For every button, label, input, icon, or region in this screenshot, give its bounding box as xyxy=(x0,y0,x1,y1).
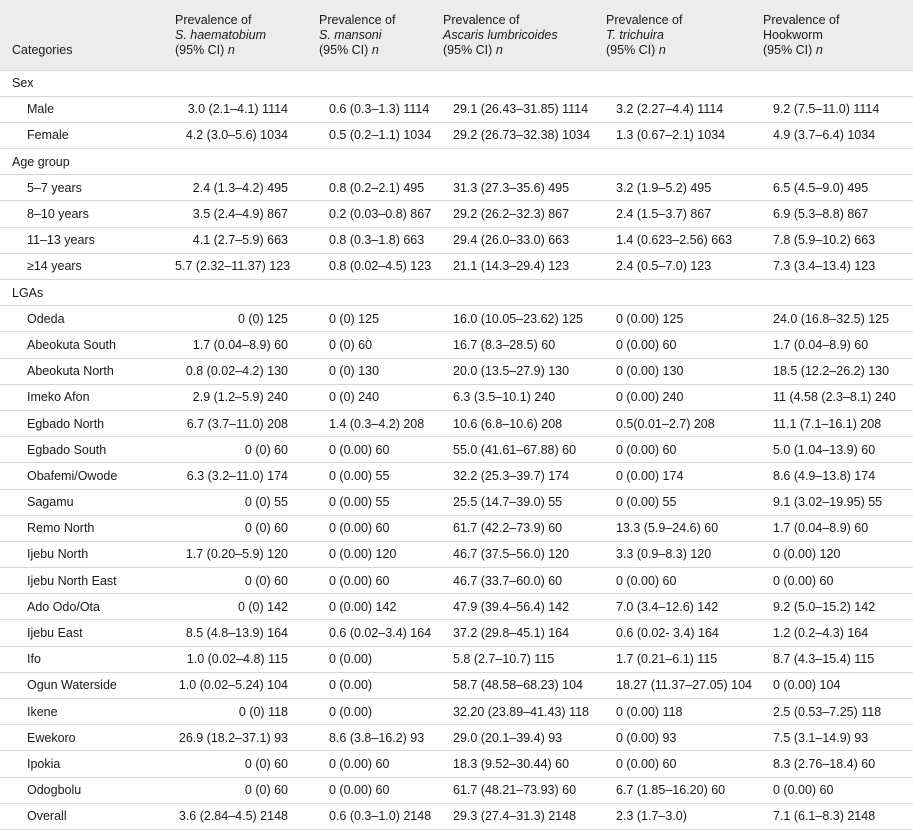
header-s-mansoni xyxy=(315,0,439,70)
s-haematobium-cell: 1.0 (0.02–4.8) 115 xyxy=(171,646,315,672)
header-ci: (95% CI) xyxy=(763,42,813,57)
s-mansoni-cell: 0 (0) 125 xyxy=(315,306,439,332)
ascaris-cell: 20.0 (13.5–27.9) 130 xyxy=(439,358,602,384)
ascaris-cell: 10.6 (6.8–10.6) 208 xyxy=(439,410,602,436)
header-species: T. trichuira xyxy=(606,27,664,42)
row-label: Ijebu East xyxy=(0,620,171,646)
hookworm-cell: 9.2 (7.5–11.0) 1114 xyxy=(759,96,913,122)
ascaris-cell: 55.0 (41.61–67.88) 60 xyxy=(439,437,602,463)
t-trichuira-cell: 1.4 (0.623–2.56) 663 xyxy=(602,227,759,253)
table-row xyxy=(0,410,913,436)
row-label: Ikene xyxy=(0,699,171,725)
header-row xyxy=(0,0,913,70)
row-label: ≥14 years xyxy=(0,253,171,279)
t-trichuira-cell: 0 (0.00) 55 xyxy=(602,489,759,515)
table-row xyxy=(0,332,913,358)
row-label: Ewekoro xyxy=(0,725,171,751)
header-ci: (95% CI) xyxy=(606,42,656,57)
table-row xyxy=(0,620,913,646)
table-row xyxy=(0,358,913,384)
s-haematobium-cell: 5.7 (2.32–11.37) 123 xyxy=(171,253,315,279)
s-haematobium-cell: 26.9 (18.2–37.1) 93 xyxy=(171,725,315,751)
ascaris-cell: 6.3 (3.5–10.1) 240 xyxy=(439,384,602,410)
s-mansoni-cell: 0 (0.00) 55 xyxy=(315,463,439,489)
t-trichuira-cell: 0.6 (0.02- 3.4) 164 xyxy=(602,620,759,646)
header-ci-line xyxy=(175,43,311,58)
ascaris-cell: 25.5 (14.7–39.0) 55 xyxy=(439,489,602,515)
table-row xyxy=(0,541,913,567)
row-label: Sagamu xyxy=(0,489,171,515)
table-row xyxy=(0,306,913,332)
hookworm-cell: 9.1 (3.02–19.95) 55 xyxy=(759,489,913,515)
ascaris-cell: 37.2 (29.8–45.1) 164 xyxy=(439,620,602,646)
table-row xyxy=(0,699,913,725)
category-label: Sex xyxy=(0,70,913,96)
table-row xyxy=(0,227,913,253)
header-species: Hookworm xyxy=(763,27,823,42)
s-mansoni-cell: 0 (0.00) 60 xyxy=(315,437,439,463)
row-label: Ifo xyxy=(0,646,171,672)
header-species: S. haematobium xyxy=(175,27,267,42)
s-haematobium-cell: 1.7 (0.04–8.9) 60 xyxy=(171,332,315,358)
header-line-1: Prevalence of xyxy=(175,12,252,27)
header-ci-line xyxy=(606,43,755,58)
ascaris-cell: 32.20 (23.89–41.43) 118 xyxy=(439,699,602,725)
row-label: Ado Odo/Ota xyxy=(0,594,171,620)
s-mansoni-cell: 0 (0.00) 60 xyxy=(315,515,439,541)
s-haematobium-cell: 0 (0) 118 xyxy=(171,699,315,725)
hookworm-cell: 0 (0.00) 60 xyxy=(759,777,913,803)
header-ci-line xyxy=(443,43,598,58)
s-haematobium-cell: 3.0 (2.1–4.1) 1114 xyxy=(171,96,315,122)
ascaris-cell: 46.7 (33.7–60.0) 60 xyxy=(439,568,602,594)
hookworm-cell: 7.5 (3.1–14.9) 93 xyxy=(759,725,913,751)
table-row xyxy=(0,672,913,698)
s-mansoni-cell: 0 (0.00) 55 xyxy=(315,489,439,515)
hookworm-cell: 11 (4.58 (2.3–8.1) 240 xyxy=(759,384,913,410)
s-haematobium-cell: 4.2 (3.0–5.6) 1034 xyxy=(171,122,315,148)
ascaris-cell: 61.7 (42.2–73.9) 60 xyxy=(439,515,602,541)
ascaris-cell: 29.2 (26.73–32.38) 1034 xyxy=(439,122,602,148)
header-ci: (95% CI) xyxy=(319,42,369,57)
table-row xyxy=(0,725,913,751)
row-label: Ogun Waterside xyxy=(0,672,171,698)
t-trichuira-cell: 2.4 (0.5–7.0) 123 xyxy=(602,253,759,279)
row-label: Abeokuta North xyxy=(0,358,171,384)
ascaris-cell: 18.3 (9.52–30.44) 60 xyxy=(439,751,602,777)
t-trichuira-cell: 0 (0.00) 60 xyxy=(602,751,759,777)
table-row xyxy=(0,175,913,201)
category-row xyxy=(0,149,913,175)
ascaris-cell: 29.1 (26.43–31.85) 1114 xyxy=(439,96,602,122)
s-mansoni-cell: 0 (0.00) xyxy=(315,672,439,698)
s-haematobium-cell: 0 (0) 60 xyxy=(171,568,315,594)
ascaris-cell: 61.7 (48.21–73.93) 60 xyxy=(439,777,602,803)
ascaris-cell: 58.7 (48.58–68.23) 104 xyxy=(439,672,602,698)
s-haematobium-cell: 0 (0) 60 xyxy=(171,515,315,541)
header-ci-line xyxy=(763,43,909,58)
t-trichuira-cell: 1.7 (0.21–6.1) 115 xyxy=(602,646,759,672)
hookworm-cell: 6.5 (4.5–9.0) 495 xyxy=(759,175,913,201)
table-body xyxy=(0,70,913,829)
header-n: n xyxy=(371,42,379,57)
t-trichuira-cell: 0 (0.00) 125 xyxy=(602,306,759,332)
ascaris-cell: 32.2 (25.3–39.7) 174 xyxy=(439,463,602,489)
hookworm-cell: 8.6 (4.9–13.8) 174 xyxy=(759,463,913,489)
t-trichuira-cell: 3.2 (2.27–4.4) 1114 xyxy=(602,96,759,122)
hookworm-cell: 1.7 (0.04–8.9) 60 xyxy=(759,515,913,541)
table-row xyxy=(0,489,913,515)
header-line-1: Prevalence of xyxy=(606,12,683,27)
table-row xyxy=(0,515,913,541)
t-trichuira-cell: 0 (0.00) 60 xyxy=(602,437,759,463)
s-haematobium-cell: 2.9 (1.2–5.9) 240 xyxy=(171,384,315,410)
s-haematobium-cell: 3.5 (2.4–4.9) 867 xyxy=(171,201,315,227)
row-label: Odogbolu xyxy=(0,777,171,803)
s-mansoni-cell: 0.6 (0.02–3.4) 164 xyxy=(315,620,439,646)
header-n: n xyxy=(815,42,823,57)
table-row xyxy=(0,384,913,410)
ascaris-cell: 47.9 (39.4–56.4) 142 xyxy=(439,594,602,620)
ascaris-cell: 16.0 (10.05–23.62) 125 xyxy=(439,306,602,332)
t-trichuira-cell: 7.0 (3.4–12.6) 142 xyxy=(602,594,759,620)
row-label: Male xyxy=(0,96,171,122)
header-s-haematobium xyxy=(171,0,315,70)
table-row xyxy=(0,122,913,148)
s-haematobium-cell: 0.8 (0.02–4.2) 130 xyxy=(171,358,315,384)
s-mansoni-cell: 0.8 (0.02–4.5) 123 xyxy=(315,253,439,279)
hookworm-cell: 1.2 (0.2–4.3) 164 xyxy=(759,620,913,646)
t-trichuira-cell: 18.27 (11.37–27.05) 104 xyxy=(602,672,759,698)
hookworm-cell: 8.7 (4.3–15.4) 115 xyxy=(759,646,913,672)
table-row xyxy=(0,437,913,463)
s-mansoni-cell: 8.6 (3.8–16.2) 93 xyxy=(315,725,439,751)
t-trichuira-cell: 3.2 (1.9–5.2) 495 xyxy=(602,175,759,201)
s-mansoni-cell: 0 (0.00) 142 xyxy=(315,594,439,620)
hookworm-cell: 7.3 (3.4–13.4) 123 xyxy=(759,253,913,279)
row-label: Egbado South xyxy=(0,437,171,463)
s-mansoni-cell: 0 (0) 130 xyxy=(315,358,439,384)
header-ascaris xyxy=(439,0,602,70)
table-row xyxy=(0,568,913,594)
ascaris-cell: 5.8 (2.7–10.7) 115 xyxy=(439,646,602,672)
category-label: LGAs xyxy=(0,280,913,306)
t-trichuira-cell: 6.7 (1.85–16.20) 60 xyxy=(602,777,759,803)
category-row xyxy=(0,280,913,306)
category-label: Age group xyxy=(0,149,913,175)
header-line-1: Prevalence of xyxy=(763,12,840,27)
row-label: Imeko Afon xyxy=(0,384,171,410)
t-trichuira-cell: 13.3 (5.9–24.6) 60 xyxy=(602,515,759,541)
s-mansoni-cell: 0.2 (0.03–0.8) 867 xyxy=(315,201,439,227)
row-label: 8–10 years xyxy=(0,201,171,227)
s-mansoni-cell: 0 (0.00) 60 xyxy=(315,777,439,803)
s-mansoni-cell: 0 (0.00) 60 xyxy=(315,568,439,594)
header-species: Ascaris lumbricoides xyxy=(443,27,558,42)
ascaris-cell: 29.4 (26.0–33.0) 663 xyxy=(439,227,602,253)
s-haematobium-cell: 0 (0) 60 xyxy=(171,751,315,777)
hookworm-cell: 24.0 (16.8–32.5) 125 xyxy=(759,306,913,332)
table-row xyxy=(0,751,913,777)
ascaris-cell: 29.0 (20.1–39.4) 93 xyxy=(439,725,602,751)
table-row xyxy=(0,646,913,672)
ascaris-cell: 29.3 (27.4–31.3) 2148 xyxy=(439,803,602,829)
ascaris-cell: 46.7 (37.5–56.0) 120 xyxy=(439,541,602,567)
hookworm-cell: 9.2 (5.0–15.2) 142 xyxy=(759,594,913,620)
s-mansoni-cell: 0 (0) 240 xyxy=(315,384,439,410)
t-trichuira-cell: 0 (0.00) 174 xyxy=(602,463,759,489)
t-trichuira-cell: 0 (0.00) 93 xyxy=(602,725,759,751)
s-haematobium-cell: 1.7 (0.20–5.9) 120 xyxy=(171,541,315,567)
s-haematobium-cell: 2.4 (1.3–4.2) 495 xyxy=(171,175,315,201)
s-haematobium-cell: 6.7 (3.7–11.0) 208 xyxy=(171,410,315,436)
row-label: Ijebu North xyxy=(0,541,171,567)
s-mansoni-cell: 0.8 (0.2–2.1) 495 xyxy=(315,175,439,201)
s-haematobium-cell: 0 (0) 125 xyxy=(171,306,315,332)
t-trichuira-cell: 0.5(0.01–2.7) 208 xyxy=(602,410,759,436)
s-mansoni-cell: 0 (0) 60 xyxy=(315,332,439,358)
t-trichuira-cell: 3.3 (0.9–8.3) 120 xyxy=(602,541,759,567)
t-trichuira-cell: 2.3 (1.7–3.0) xyxy=(602,803,759,829)
hookworm-cell: 2.5 (0.53–7.25) 118 xyxy=(759,699,913,725)
category-row xyxy=(0,70,913,96)
s-haematobium-cell: 0 (0) 60 xyxy=(171,437,315,463)
table-row xyxy=(0,96,913,122)
hookworm-cell: 4.9 (3.7–6.4) 1034 xyxy=(759,122,913,148)
s-haematobium-cell: 8.5 (4.8–13.9) 164 xyxy=(171,620,315,646)
row-label: Egbado North xyxy=(0,410,171,436)
ascaris-cell: 21.1 (14.3–29.4) 123 xyxy=(439,253,602,279)
hookworm-cell: 0 (0.00) 60 xyxy=(759,568,913,594)
header-n: n xyxy=(495,42,503,57)
hookworm-cell: 8.3 (2.76–18.4) 60 xyxy=(759,751,913,777)
header-n: n xyxy=(227,42,235,57)
hookworm-cell: 1.7 (0.04–8.9) 60 xyxy=(759,332,913,358)
t-trichuira-cell: 0 (0.00) 130 xyxy=(602,358,759,384)
s-mansoni-cell: 0 (0.00) 60 xyxy=(315,751,439,777)
row-label: Ijebu North East xyxy=(0,568,171,594)
table-header xyxy=(0,0,913,70)
s-mansoni-cell: 0 (0.00) xyxy=(315,646,439,672)
header-categories: Categories xyxy=(12,42,73,57)
hookworm-cell: 18.5 (12.2–26.2) 130 xyxy=(759,358,913,384)
header-t-trichuira xyxy=(602,0,759,70)
hookworm-cell: 0 (0.00) 120 xyxy=(759,541,913,567)
t-trichuira-cell: 0 (0.00) 60 xyxy=(602,332,759,358)
header-line-1: Prevalence of xyxy=(443,12,520,27)
header-ci-line xyxy=(319,43,435,58)
t-trichuira-cell: 0 (0.00) 60 xyxy=(602,568,759,594)
row-label: Overall xyxy=(0,803,171,829)
hookworm-cell: 6.9 (5.3–8.8) 867 xyxy=(759,201,913,227)
t-trichuira-cell: 0 (0.00) 240 xyxy=(602,384,759,410)
s-mansoni-cell: 1.4 (0.3–4.2) 208 xyxy=(315,410,439,436)
s-haematobium-cell: 3.6 (2.84–4.5) 2148 xyxy=(171,803,315,829)
header-species: S. mansoni xyxy=(319,27,382,42)
ascaris-cell: 29.2 (26.2–32.3) 867 xyxy=(439,201,602,227)
s-mansoni-cell: 0.8 (0.3–1.8) 663 xyxy=(315,227,439,253)
s-mansoni-cell: 0.5 (0.2–1.1) 1034 xyxy=(315,122,439,148)
ascaris-cell: 16.7 (8.3–28.5) 60 xyxy=(439,332,602,358)
header-hookworm xyxy=(759,0,913,70)
s-mansoni-cell: 0 (0.00) xyxy=(315,699,439,725)
s-haematobium-cell: 0 (0) 60 xyxy=(171,777,315,803)
t-trichuira-cell: 2.4 (1.5–3.7) 867 xyxy=(602,201,759,227)
row-label: Obafemi/Owode xyxy=(0,463,171,489)
header-ci: (95% CI) xyxy=(175,42,225,57)
table-row xyxy=(0,253,913,279)
s-mansoni-cell: 0 (0.00) 120 xyxy=(315,541,439,567)
hookworm-cell: 5.0 (1.04–13.9) 60 xyxy=(759,437,913,463)
s-haematobium-cell: 4.1 (2.7–5.9) 663 xyxy=(171,227,315,253)
header-n: n xyxy=(658,42,666,57)
hookworm-cell: 7.1 (6.1–8.3) 2148 xyxy=(759,803,913,829)
overall-row xyxy=(0,803,913,829)
t-trichuira-cell: 0 (0.00) 118 xyxy=(602,699,759,725)
row-label: Abeokuta South xyxy=(0,332,171,358)
s-haematobium-cell: 6.3 (3.2–11.0) 174 xyxy=(171,463,315,489)
hookworm-cell: 7.8 (5.9–10.2) 663 xyxy=(759,227,913,253)
ascaris-cell: 31.3 (27.3–35.6) 495 xyxy=(439,175,602,201)
row-label: Odeda xyxy=(0,306,171,332)
s-haematobium-cell: 0 (0) 55 xyxy=(171,489,315,515)
header-ci: (95% CI) xyxy=(443,42,493,57)
s-haematobium-cell: 0 (0) 142 xyxy=(171,594,315,620)
table-row xyxy=(0,201,913,227)
row-label: 5–7 years xyxy=(0,175,171,201)
table-row xyxy=(0,463,913,489)
s-haematobium-cell: 1.0 (0.02–5.24) 104 xyxy=(171,672,315,698)
row-label: Remo North xyxy=(0,515,171,541)
table-row xyxy=(0,777,913,803)
s-mansoni-cell: 0.6 (0.3–1.0) 2148 xyxy=(315,803,439,829)
row-label: Ipokia xyxy=(0,751,171,777)
hookworm-cell: 11.1 (7.1–16.1) 208 xyxy=(759,410,913,436)
row-label: Female xyxy=(0,122,171,148)
s-mansoni-cell: 0.6 (0.3–1.3) 1114 xyxy=(315,96,439,122)
table-row xyxy=(0,594,913,620)
t-trichuira-cell: 1.3 (0.67–2.1) 1034 xyxy=(602,122,759,148)
header-line-1: Prevalence of xyxy=(319,12,396,27)
row-label: 11–13 years xyxy=(0,227,171,253)
hookworm-cell: 0 (0.00) 104 xyxy=(759,672,913,698)
